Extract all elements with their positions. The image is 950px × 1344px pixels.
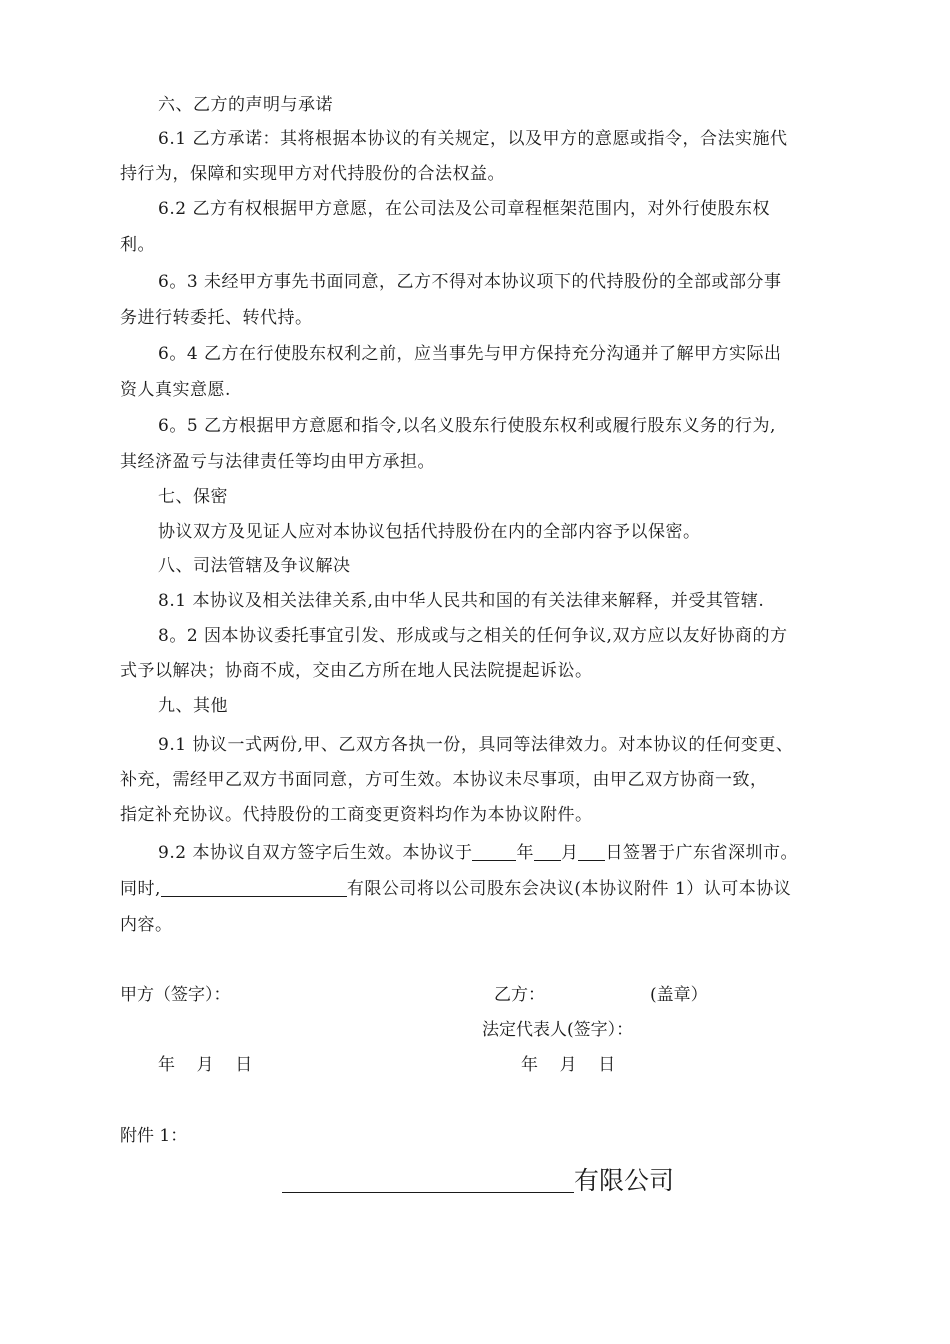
clause-6-5-line-2: 其经济盈亏与法律责任等均由甲方承担。 xyxy=(120,452,435,472)
clause-6-4-line-1: 6。4 乙方在行使股东权利之前，应当事先与甲方保持充分沟通并了解甲方实际出 xyxy=(158,344,782,364)
month-label: 月 xyxy=(560,843,579,863)
section-6-title: 六、乙方的声明与承诺 xyxy=(158,95,333,115)
blank-day xyxy=(578,844,605,861)
section-9-title: 九、其他 xyxy=(158,696,228,716)
attachment-label: 附件 1： xyxy=(120,1126,188,1146)
clause-6-1-line-1: 6.1 乙方承诺：其将根据本协议的有关规定，以及甲方的意愿或指令，合法实施代 xyxy=(158,129,788,149)
party-a-date: 年 月 日 xyxy=(158,1055,253,1075)
clause-6-3-line-1: 6。3 未经甲方事先书面同意，乙方不得对本协议项下的代持股份的全部或部分事 xyxy=(158,272,782,292)
clause-9-2-text-end: 日签署于广东省深圳市。 xyxy=(605,843,798,863)
legal-representative-label: 法定代表人(签字）： xyxy=(482,1020,634,1040)
clause-8-1: 8.1 本协议及相关法律关系,由中华人民共和国的有关法律来解释，并受其管辖. xyxy=(158,591,765,611)
blank-month xyxy=(534,844,561,861)
party-a-signature-label: 甲方（签字）： xyxy=(120,985,231,1005)
section-8-title: 八、司法管辖及争议解决 xyxy=(158,556,351,576)
clause-9-2-text-start: 9.2 本协议自双方签字后生效。本协议于 xyxy=(158,843,473,863)
clause-6-5-line-1: 6。5 乙方根据甲方意愿和指令,以名义股东行使股东权利或履行股东义务的行为, xyxy=(158,416,776,436)
clause-9-2-line-1 xyxy=(158,843,798,863)
blank-company-name xyxy=(161,880,347,897)
blank-year xyxy=(472,844,516,861)
clause-6-1-line-2: 持行为，保障和实现甲方对代持股份的合法权益。 xyxy=(120,164,505,184)
party-b-label: 乙方： xyxy=(494,985,545,1005)
clause-8-2-line-1: 8。2 因本协议委托事宜引发、形成或与之相关的任何争议,双方应以友好协商的方 xyxy=(158,626,788,646)
seal-label: (盖章） xyxy=(650,985,708,1005)
section-7-title: 七、保密 xyxy=(158,487,228,507)
clause-9-1-line-1: 9.1 协议一式两份,甲、乙双方各执一份，具同等法律效力。对本协议的任何变更、 xyxy=(158,735,794,755)
clause-9-2-line-3: 内容。 xyxy=(120,915,173,935)
clause-6-2-line-2: 利。 xyxy=(120,235,155,255)
blank-attachment-company-name xyxy=(282,1166,574,1193)
clause-6-3-line-2: 务进行转委托、转代持。 xyxy=(120,308,313,328)
clause-9-2-line-2-start: 同时, xyxy=(120,879,161,899)
clause-9-1-line-2: 补充，需经甲乙双方书面同意，方可生效。本协议未尽事项，由甲乙双方协商一致， xyxy=(120,770,768,790)
section-7-body: 协议双方及见证人应对本协议包括代持股份在内的全部内容予以保密。 xyxy=(158,522,701,542)
clause-6-2-line-1: 6.2 乙方有权根据甲方意愿，在公司法及公司章程框架范围内，对外行使股东权 xyxy=(158,199,770,219)
clause-9-1-line-3: 指定补充协议。代持股份的工商变更资料均作为本协议附件。 xyxy=(120,805,593,825)
clause-6-4-line-2: 资人真实意愿. xyxy=(120,380,231,400)
year-label: 年 xyxy=(516,843,534,863)
attachment-company-suffix: 有限公司 xyxy=(574,1166,675,1195)
clause-9-2-line-2-end: 有限公司将以公司股东会决议(本协议附件 1）认可本协议 xyxy=(346,879,792,899)
party-b-date: 年 月 日 xyxy=(521,1055,616,1075)
attachment-company-title xyxy=(282,1166,674,1196)
clause-9-2-line-2 xyxy=(120,879,791,899)
clause-8-2-line-2: 式予以解决；协商不成，交由乙方所在地人民法院提起诉讼。 xyxy=(120,661,593,681)
